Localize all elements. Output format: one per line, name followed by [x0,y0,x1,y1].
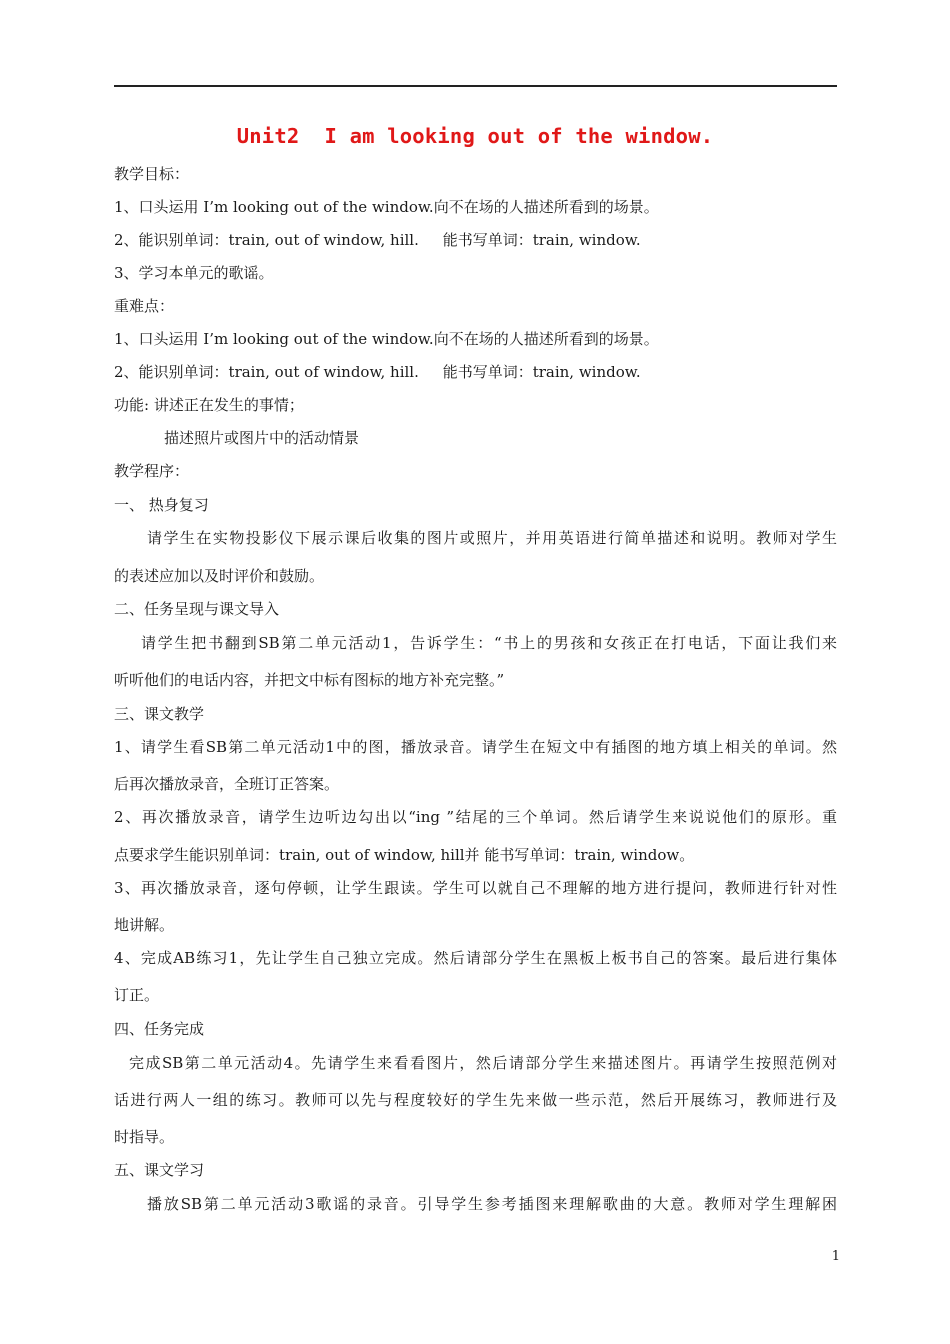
text-line: 五、课文学习 [114,1161,205,1179]
text-line: 四、任务完成 [114,1020,205,1038]
text-line: 2、能识别单词：train, out of window, hill. 能书写单词：train, window. [114,363,641,381]
text-line: 4、完成AB练习1，先让学生自己独立完成。然后请部分学生在黑板上板书自己的答案。最后进行集体 [114,949,837,967]
text-line: 的表述应加以及时评价和鼓励。 [114,567,325,585]
text-line: 一、 热身复习 [114,496,209,514]
text-line: 3、再次播放录音，逐句停顿，让学生跟读。学生可以就自己不理解的地方进行提问，教师进行针对性 [114,879,837,897]
text-line: 听听他们的电话内容，并把文中标有图标的地方补充完整。” [114,671,505,689]
text-line: 话进行两人一组的练习。教师可以先与程度较好的学生先来做一些示范，然后开展练习，教师进行及 [114,1091,837,1109]
text-line: 2、再次播放录音，请学生边听边勾出以“ing ”结尾的三个单词。然后请学生来说说他们的原形。重 [114,808,837,826]
text-line: 请学生在实物投影仪下展示课后收集的图片或照片，并用英语进行简单描述和说明。教师对学生 [147,529,837,547]
text-line: 1、口头运用 I’m looking out of the window.向不在场的人描述所看到的场景。 [114,198,659,216]
text-line: 时指导。 [114,1128,175,1146]
text-line: 请学生把书翻到SB第二单元活动1，告诉学生：“书上的男孩和女孩正在打电话，下面让我们来 [141,634,837,652]
text-line: 重难点： [114,297,175,315]
text-line: 完成SB第二单元活动4。先请学生来看看图片，然后请部分学生来描述图片。再请学生按照范例对 [129,1054,837,1072]
text-line: 订正。 [114,986,160,1004]
page-number: 1 [831,1249,840,1264]
text-line: 1、请学生看SB第二单元活动1中的图，播放录音。请学生在短文中有插图的地方填上相关的单词。然 [114,738,837,756]
text-line: 描述照片或图片中的活动情景 [164,429,360,447]
text-line: 地讲解。 [114,916,175,934]
text-line: 1、口头运用 I’m looking out of the window.向不在场的人描述所看到的场景。 [114,330,659,348]
text-line: 播放SB第二单元活动3歌谣的录音。引导学生参考插图来理解歌曲的大意。教师对学生理解困 [147,1195,837,1213]
text-line: 3、学习本单元的歌谣。 [114,264,274,282]
text-line: 2、能识别单词：train, out of window, hill. 能书写单词：train, window. [114,231,641,249]
header-rule [114,85,837,87]
document-title: Unit2 I am looking out of the window. [236,124,714,148]
text-line: 后再次播放录音，全班订正答案。 [114,775,340,793]
text-line: 教学目标： [114,165,190,183]
text-line: 三、课文教学 [114,705,205,723]
text-line: 点要求学生能识别单词：train, out of window, hill并 能书写单词：train, window。 [114,846,695,864]
text-line: 功能: 讲述正在发生的事情； [114,396,304,414]
text-line: 教学程序： [114,462,190,480]
text-line: 二、任务呈现与课文导入 [114,600,280,618]
